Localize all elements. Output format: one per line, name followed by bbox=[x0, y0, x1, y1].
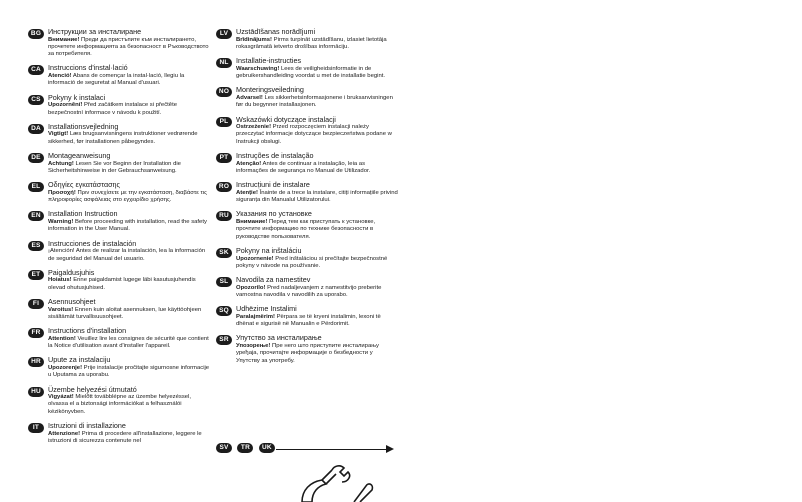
warning-text: Před začátkem instalace si přečtěte bezpečnostní informace v návodu k použití. bbox=[48, 102, 177, 116]
warning-text: Преди да пристъпите към инсталирането, прочетете информацията за безопасност в Ръководството за потребителя. bbox=[48, 36, 209, 58]
instruction-entry-ru bbox=[216, 210, 398, 240]
entry-title: Instrucțiuni de instalare bbox=[236, 180, 310, 190]
entry-title: Installationsvejledning bbox=[48, 121, 119, 131]
entry-body bbox=[48, 102, 210, 117]
warning-text: Prima di procedere all'installazione, leggere le istruzioni di sicurezza contenute nel bbox=[48, 430, 202, 444]
warning-text: Mielőtt továbblépne az üzembe helyezéssel, olvassa el a biztonsági információkat a felhasználói kézikönyvben. bbox=[48, 394, 191, 415]
instruction-entry-es bbox=[28, 240, 210, 263]
entry-title: Uzstādīšanas norādījumi bbox=[236, 27, 316, 36]
footer-divider bbox=[276, 449, 388, 450]
entry-title: Instruccions d'instal·lació bbox=[48, 63, 128, 73]
language-badge: PT bbox=[216, 153, 232, 163]
entry-title: Asennusohjeet bbox=[48, 296, 96, 306]
entry-body bbox=[48, 365, 210, 380]
entry-body bbox=[236, 256, 398, 271]
language-badge: SR bbox=[216, 335, 232, 345]
warning-label: Paralajmërim! bbox=[236, 313, 275, 320]
entry-body bbox=[48, 219, 210, 234]
entry-title: Udhëzime Instalimi bbox=[236, 304, 297, 314]
language-badge: FR bbox=[28, 328, 44, 338]
language-badge: NL bbox=[216, 58, 232, 68]
warning-label: Hoiatus! bbox=[48, 277, 72, 284]
instruction-entry-bg bbox=[28, 28, 210, 58]
entry-title: Instructions d'installation bbox=[48, 326, 127, 336]
warning-text: Înainte de a trece la instalare, citiți informațiile privind siguranța din Manualul Utilizatorului. bbox=[236, 189, 398, 204]
language-badge: PL bbox=[216, 117, 232, 127]
entry-title: Montageanweisung bbox=[48, 151, 111, 161]
instruction-entry-el bbox=[28, 181, 210, 204]
entry-body bbox=[236, 343, 398, 365]
entry-body bbox=[236, 124, 398, 146]
warning-label: Упозорење! bbox=[236, 343, 271, 350]
language-badge: SL bbox=[216, 277, 232, 287]
warning-label: Upozornění! bbox=[48, 102, 83, 109]
language-badge: CS bbox=[28, 95, 44, 105]
warning-text: Pirms turpināt uzstādīšanu, izlasiet lietotāja rokasgrāmatā ietverto drošības informāciju. bbox=[236, 36, 387, 50]
language-badge: RO bbox=[216, 182, 232, 192]
warning-label: Προσοχή! bbox=[48, 189, 76, 196]
entry-body bbox=[236, 161, 398, 176]
language-badge-tr: TR bbox=[237, 443, 253, 453]
instruction-entry-fi bbox=[28, 298, 210, 321]
entry-title: Üzembe helyezési útmutató bbox=[48, 384, 137, 394]
language-badge: NO bbox=[216, 87, 232, 97]
entry-body bbox=[48, 131, 210, 146]
entry-title: Указания по установке bbox=[236, 209, 312, 219]
warning-text: Lesen Sie vor Beginn der Installation die Sicherheitshinweise in der Gebrauchsanweisung. bbox=[48, 160, 181, 174]
warning-text: Przed rozpoczęciem instalacji należy przeczytać informacje dotyczące bezpieczeństwa podane w Instrukcji obsługi. bbox=[236, 124, 392, 145]
entry-body bbox=[48, 161, 210, 176]
entry-body bbox=[48, 431, 210, 446]
entry-title: Monteringsveiledning bbox=[236, 85, 304, 95]
warning-text: Veuillez lire les consignes de sécurité que contient la Notice d'utilisation avant d'installer l'appareil. bbox=[48, 335, 209, 350]
warning-label: Waarschuwing! bbox=[236, 65, 280, 72]
warning-label: Внимание! bbox=[48, 36, 80, 43]
instruction-entry-sr bbox=[216, 334, 398, 364]
entry-title: Инструкции за инсталиране bbox=[48, 27, 142, 36]
warning-text: Πριν συνεχίσετε με την εγκατάσταση, διαβάστε τις πληροφορίες ασφάλειας στο εγχειρίδιο χρήσης. bbox=[48, 189, 207, 204]
left-column bbox=[28, 28, 210, 451]
instruction-entry-ro bbox=[216, 181, 398, 204]
warning-label: Varoitus! bbox=[48, 306, 74, 313]
language-badge: EN bbox=[28, 211, 44, 221]
entry-title: Upute za instalaciju bbox=[48, 355, 111, 365]
entry-title: Paigaldusjuhis bbox=[48, 267, 95, 277]
instruction-entry-ca bbox=[28, 64, 210, 87]
instruction-entry-sl bbox=[216, 276, 398, 299]
warning-text: Enne paigaldamist lugege läbi kasutusjuhendis olevad ohutusjuhised. bbox=[48, 277, 196, 291]
entry-title: Pokyny k instalaci bbox=[48, 92, 106, 102]
right-column bbox=[216, 28, 398, 371]
warning-text: Pred inštaláciou si prečítajte bezpečnostné pokyny v návode na používanie. bbox=[236, 255, 388, 269]
arrow-right-icon bbox=[386, 445, 394, 453]
instruction-entry-fr bbox=[28, 327, 210, 350]
entry-body bbox=[236, 95, 398, 110]
entry-body bbox=[48, 394, 210, 416]
warning-label: Upozorenje! bbox=[48, 364, 83, 371]
warning-text: Pred nadaljevanjem z namestitvijo preberite varnostna navodila v navodilih za uporabo. bbox=[236, 284, 382, 298]
warning-text: Пре него што приступите инсталирању уређаја, прочитајте информације о безбедности у Упутству за употребу. bbox=[236, 343, 379, 364]
instruction-entry-et bbox=[28, 269, 210, 292]
entry-body bbox=[236, 37, 398, 52]
warning-label: Opozorilo! bbox=[236, 284, 266, 291]
entry-title: Οδηγίες εγκατάστασης bbox=[48, 180, 121, 190]
language-badge-uk: UK bbox=[259, 443, 275, 453]
instruction-entry-pl bbox=[216, 116, 398, 146]
warning-label: Ostrzeżenie! bbox=[236, 124, 272, 131]
warning-label: Atenció! bbox=[48, 73, 72, 80]
language-badge: RU bbox=[216, 211, 232, 221]
wrench-icon bbox=[296, 462, 376, 502]
entry-body bbox=[48, 190, 210, 205]
language-badge: IT bbox=[28, 423, 44, 433]
instruction-entry-hu bbox=[28, 386, 210, 416]
entry-body bbox=[48, 73, 210, 88]
instruction-entry-nl bbox=[216, 57, 398, 80]
entry-body bbox=[48, 37, 210, 59]
language-badge: BG bbox=[28, 29, 44, 39]
language-badge: HR bbox=[28, 357, 44, 367]
warning-text: ¡Atención! Antes de realizar la instalación, lea la información de seguridad del Manual del usuario. bbox=[48, 248, 206, 262]
language-badge: LV bbox=[216, 29, 232, 39]
warning-label: Attention! bbox=[48, 335, 76, 342]
warning-text: Перед тем как приступать к установке, прочтите информацию по технике безопасности в руководстве пользователя. bbox=[236, 219, 376, 240]
entry-title: Installation Instruction bbox=[48, 209, 118, 219]
warning-text: Before proceeding with installation, read the safety information in the User Manual. bbox=[48, 219, 207, 233]
language-badge: DA bbox=[28, 124, 44, 134]
instruction-entry-sk bbox=[216, 247, 398, 270]
warning-label: Brīdinājums! bbox=[236, 36, 273, 43]
instruction-entry-pt bbox=[216, 152, 398, 175]
entry-body bbox=[236, 66, 398, 81]
language-badge: ET bbox=[28, 270, 44, 280]
warning-text: Lees de veiligheidsinformatie in de gebruikershandleiding voordat u met de installatie begint. bbox=[236, 65, 385, 80]
entry-title: Упутство за инсталирање bbox=[236, 333, 322, 343]
instruction-entry-cs bbox=[28, 94, 210, 117]
warning-label: Atenção! bbox=[236, 160, 262, 167]
warning-text: Përpara se të kryeni instalimin, lexoni të dhënat e sigurisë në Manualin e Përdorimit. bbox=[236, 313, 381, 328]
language-badge: SQ bbox=[216, 306, 232, 316]
language-badge: EL bbox=[28, 182, 44, 192]
warning-text: Antes de continuar a instalação, leia as informações de segurança no Manual de Utilizador. bbox=[236, 160, 371, 174]
language-badge: ES bbox=[28, 241, 44, 251]
entry-body bbox=[236, 190, 398, 205]
warning-label: Внимание! bbox=[236, 219, 268, 226]
warning-label: Atenție! bbox=[236, 189, 258, 196]
instruction-entry-it bbox=[28, 422, 210, 445]
entry-body bbox=[48, 248, 210, 263]
entry-title: Instruções de instalação bbox=[236, 151, 314, 161]
entry-body bbox=[48, 307, 210, 322]
warning-text: Læs brugsanvisningens instruktioner vedrørende sikkerhed, før installationen påbegyndes. bbox=[48, 131, 198, 145]
instruction-entry-sq bbox=[216, 305, 398, 328]
entry-title: Wskazówki dotyczące instalacji bbox=[236, 114, 336, 124]
entry-title: Installatie-instructies bbox=[236, 56, 302, 66]
instruction-entry-en bbox=[28, 210, 210, 233]
warning-label: Vigtigt! bbox=[48, 131, 69, 138]
language-badge: FI bbox=[28, 299, 44, 309]
warning-label: Vigyázat! bbox=[48, 394, 74, 401]
language-badge: HU bbox=[28, 387, 44, 397]
warning-label: Attenzione! bbox=[48, 430, 81, 437]
entry-title: Navodila za namestitev bbox=[236, 275, 311, 285]
entry-body bbox=[48, 277, 210, 292]
entry-body bbox=[236, 314, 398, 329]
instruction-entry-hr bbox=[28, 356, 210, 379]
warning-label: Achtung! bbox=[48, 160, 74, 167]
entry-title: Pokyny na inštaláciu bbox=[236, 245, 302, 255]
entry-body bbox=[48, 336, 210, 351]
warning-text: Ennen kuin aloitat asennuksen, lue käyttöohjeen sisältämät turvallisuusohjeet. bbox=[48, 306, 202, 320]
entry-title: Istruzioni di installazione bbox=[48, 421, 126, 431]
entry-body bbox=[236, 219, 398, 241]
language-badge-sv: SV bbox=[216, 443, 232, 453]
language-badge: CA bbox=[28, 65, 44, 75]
warning-label: Advarsel! bbox=[236, 94, 263, 101]
language-badge: DE bbox=[28, 153, 44, 163]
warning-label: Warning! bbox=[48, 219, 74, 226]
instruction-entry-da bbox=[28, 123, 210, 146]
entry-title: Instrucciones de instalación bbox=[48, 238, 137, 248]
instruction-entry-de bbox=[28, 152, 210, 175]
warning-text: Les sikkerhetsinformasjonene i bruksanvisningen før du begynner installasjonen. bbox=[236, 94, 393, 109]
entry-body bbox=[236, 285, 398, 300]
instruction-entry-lv bbox=[216, 28, 398, 51]
instruction-entry-no bbox=[216, 86, 398, 109]
warning-label: Upozornenie! bbox=[236, 255, 274, 262]
footer-language-row bbox=[216, 443, 396, 455]
language-badge: SK bbox=[216, 248, 232, 258]
warning-text: Prije instalacije pročitajte sigurnosne informacije u Uputama za uporabu. bbox=[48, 364, 210, 379]
warning-text: Abans de començar la instal·lació, llegiu la informació de seguretat al Manual d'usuari. bbox=[48, 73, 185, 87]
